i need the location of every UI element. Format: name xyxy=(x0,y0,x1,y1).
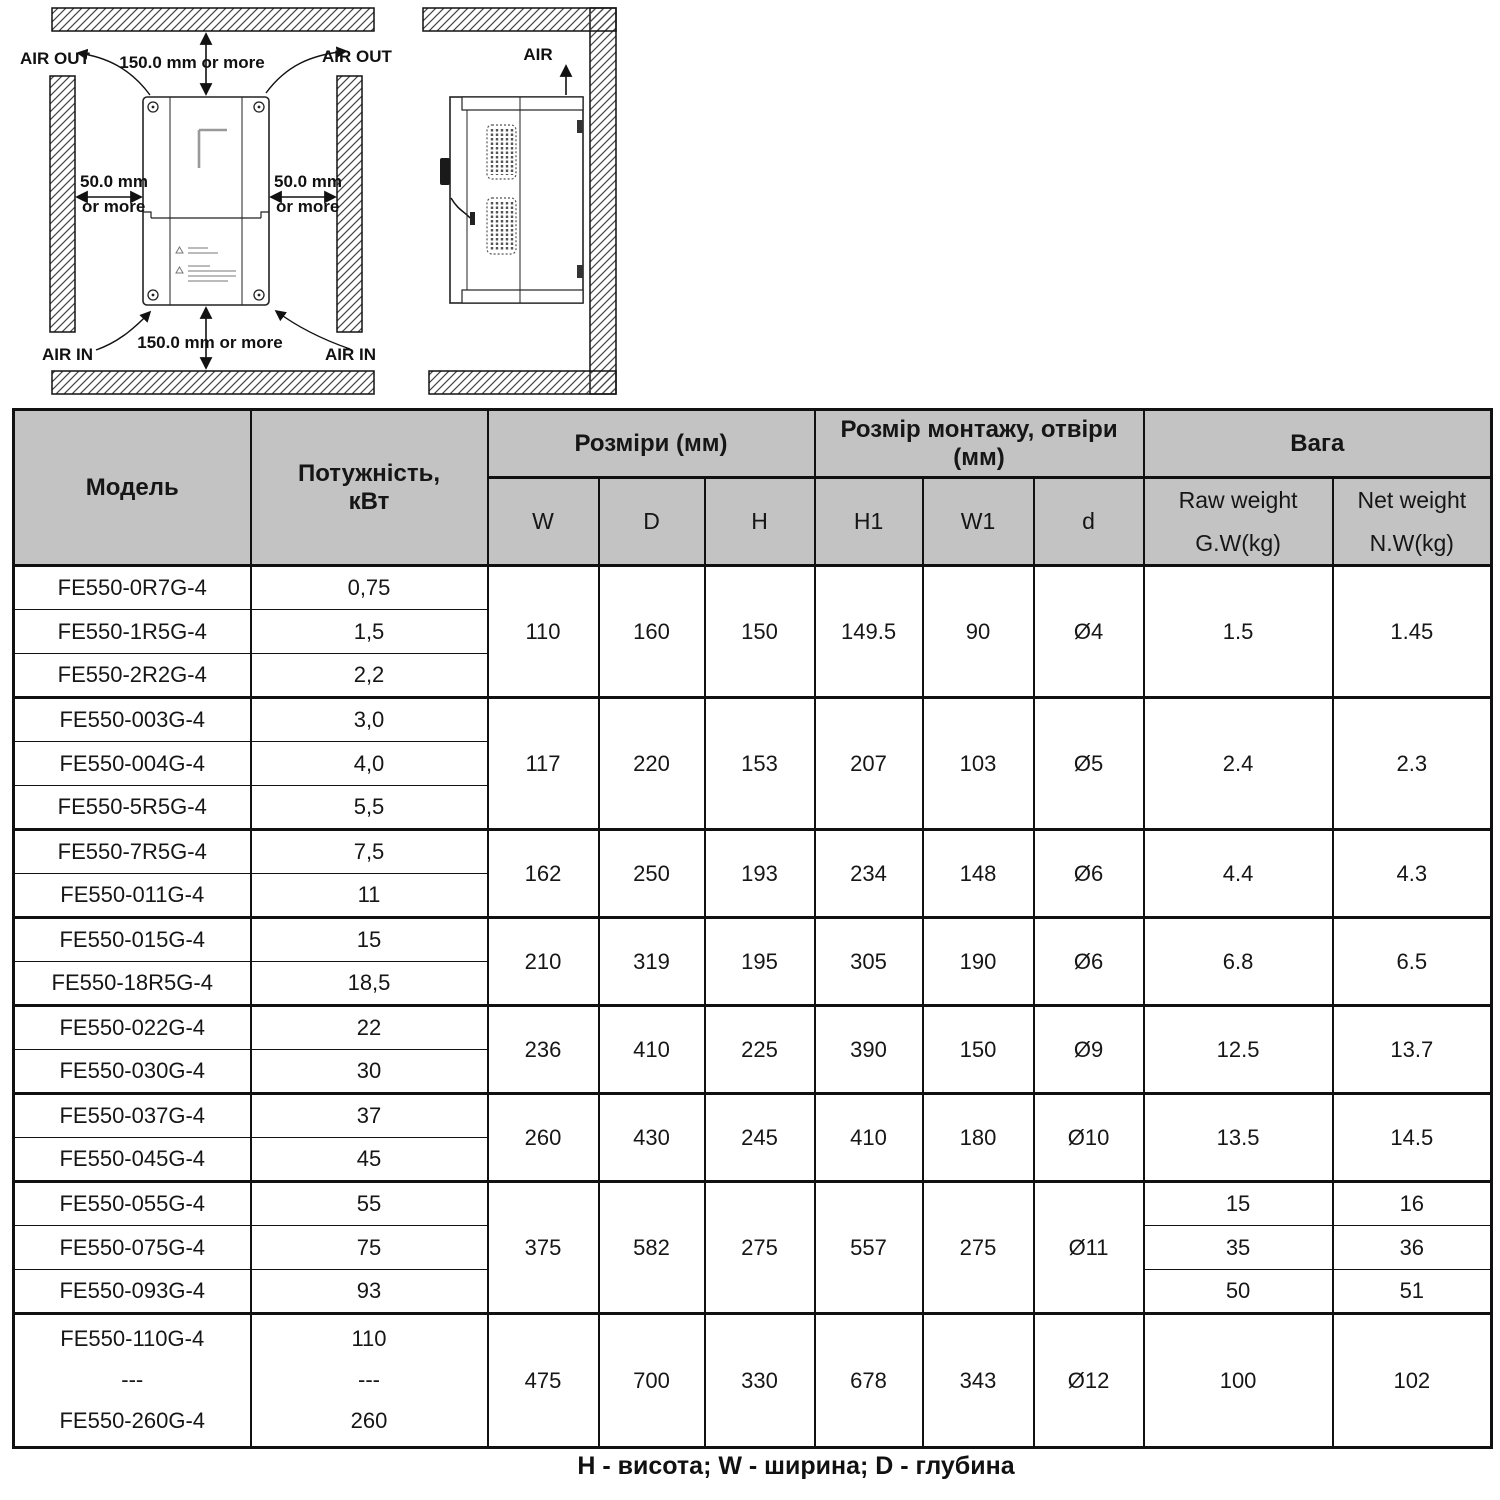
front-view-diagram xyxy=(10,0,440,402)
air-label: AIR xyxy=(523,45,553,64)
raw-weight-cell: 6.8 xyxy=(1144,918,1333,1006)
raw-weight-cell: 4.4 xyxy=(1144,830,1333,918)
power-cell: 11 xyxy=(251,874,488,918)
dim-h-cell: 195 xyxy=(705,918,815,1006)
hole-d-cell: Ø6 xyxy=(1034,830,1144,918)
dim-h-cell: 193 xyxy=(705,830,815,918)
dim-w-cell: 117 xyxy=(488,698,599,830)
hole-d-cell: Ø10 xyxy=(1034,1094,1144,1182)
dim-w-cell: 475 xyxy=(488,1314,599,1448)
dim-d-cell: 700 xyxy=(599,1314,705,1448)
mount-w1-cell: 103 xyxy=(923,698,1034,830)
model-range-dash: --- xyxy=(121,1366,144,1392)
power-cell: 93 xyxy=(251,1270,488,1314)
dim-d-cell: 319 xyxy=(599,918,705,1006)
mount-w1-cell: 90 xyxy=(923,566,1034,698)
spec-table xyxy=(12,408,1493,1449)
clip xyxy=(577,120,583,133)
dim-w-cell: 110 xyxy=(488,566,599,698)
model-range-top: FE550-110G-4 xyxy=(60,1325,205,1351)
top-clearance-label: 150.0 mm or more xyxy=(119,53,265,72)
power-cell: 37 xyxy=(251,1094,488,1138)
model-cell: FE550-037G-4 xyxy=(14,1094,251,1138)
dim-h-cell: 330 xyxy=(705,1314,815,1448)
power-range-dash: --- xyxy=(358,1366,380,1392)
dim-w-cell: 210 xyxy=(488,918,599,1006)
hole-d-cell: Ø11 xyxy=(1034,1182,1144,1314)
power-cell: 55 xyxy=(251,1182,488,1226)
power-cell: 4,0 xyxy=(251,742,488,786)
raw-weight-cell: 13.5 xyxy=(1144,1094,1333,1182)
raw-weight-cell: 1.5 xyxy=(1144,566,1333,698)
power-cell: 7,5 xyxy=(251,830,488,874)
power-cell: 0,75 xyxy=(251,566,488,610)
mount-w1-cell: 343 xyxy=(923,1314,1034,1448)
model-cell: FE550-7R5G-4 xyxy=(14,830,251,874)
model-cell: FE550-015G-4 xyxy=(14,918,251,962)
model-cell: FE550-1R5G-4 xyxy=(14,610,251,654)
wall-right xyxy=(337,76,362,332)
mount-h1-cell: 410 xyxy=(815,1094,923,1182)
header-weight-group: Вага xyxy=(1144,410,1492,478)
side-view-diagram xyxy=(420,0,640,402)
header-h1: H1 xyxy=(815,478,923,566)
power-cell: 75 xyxy=(251,1226,488,1270)
net-weight-cell: 13.7 xyxy=(1333,1006,1492,1094)
header-power xyxy=(251,410,488,566)
net-weight-cell: 4.3 xyxy=(1333,830,1492,918)
model-range-cell xyxy=(14,1314,251,1448)
inverter-side-drawing xyxy=(440,97,583,303)
net-weight-cell: 51 xyxy=(1333,1270,1492,1314)
power-range-cell xyxy=(251,1314,488,1448)
power-cell: 15 xyxy=(251,918,488,962)
net-weight-cell: 1.45 xyxy=(1333,566,1492,698)
mount-w1-cell: 150 xyxy=(923,1006,1034,1094)
raw-weight-cell: 12.5 xyxy=(1144,1006,1333,1094)
model-cell: FE550-0R7G-4 xyxy=(14,566,251,610)
knob xyxy=(440,158,450,185)
dim-d-cell: 160 xyxy=(599,566,705,698)
header-w1: W1 xyxy=(923,478,1034,566)
left-clearance-label-mm: 50.0 mm xyxy=(80,172,149,191)
wall-left xyxy=(50,76,75,332)
dim-d-cell: 250 xyxy=(599,830,705,918)
power-cell: 1,5 xyxy=(251,610,488,654)
hole-d-cell: Ø12 xyxy=(1034,1314,1144,1448)
model-range-bottom: FE550-260G-4 xyxy=(59,1407,206,1433)
header-raw-weight xyxy=(1144,478,1333,566)
header-model: Модель xyxy=(14,410,251,566)
model-cell: FE550-5R5G-4 xyxy=(14,786,251,830)
dim-d-cell: 220 xyxy=(599,698,705,830)
net-weight-cell: 16 xyxy=(1333,1182,1492,1226)
header-net-weight xyxy=(1333,478,1492,566)
left-clearance-label-more: or more xyxy=(82,197,146,216)
inverter-front-drawing xyxy=(143,97,269,305)
mounting-diagrams xyxy=(0,0,700,402)
mount-h1-cell: 390 xyxy=(815,1006,923,1094)
header-h: H xyxy=(705,478,815,566)
mount-w1-cell: 190 xyxy=(923,918,1034,1006)
wall-top xyxy=(423,8,616,31)
model-cell: FE550-003G-4 xyxy=(14,698,251,742)
dim-h-cell: 150 xyxy=(705,566,815,698)
mount-h1-cell: 149.5 xyxy=(815,566,923,698)
mount-w1-cell: 275 xyxy=(923,1182,1034,1314)
raw-weight-cell: 15 xyxy=(1144,1182,1333,1226)
dim-h-cell: 225 xyxy=(705,1006,815,1094)
air-out-left-label: AIR OUT xyxy=(20,49,90,68)
power-cell: 45 xyxy=(251,1138,488,1182)
model-cell: FE550-075G-4 xyxy=(14,1226,251,1270)
air-in-left-label: AIR IN xyxy=(42,345,93,364)
power-cell: 22 xyxy=(251,1006,488,1050)
power-cell: 30 xyxy=(251,1050,488,1094)
model-cell: FE550-011G-4 xyxy=(14,874,251,918)
dim-h-cell: 153 xyxy=(705,698,815,830)
header-net-line1: Net weight xyxy=(1357,487,1467,513)
net-weight-cell: 14.5 xyxy=(1333,1094,1492,1182)
header-dimensions-group: Розміри (мм) xyxy=(488,410,815,478)
mount-h1-cell: 234 xyxy=(815,830,923,918)
net-weight-cell: 36 xyxy=(1333,1226,1492,1270)
hole-d-cell: Ø4 xyxy=(1034,566,1144,698)
net-weight-cell: 2.3 xyxy=(1333,698,1492,830)
raw-weight-cell: 35 xyxy=(1144,1226,1333,1270)
net-weight-cell: 102 xyxy=(1333,1314,1492,1448)
model-cell: FE550-004G-4 xyxy=(14,742,251,786)
header-d: D xyxy=(599,478,705,566)
model-cell: FE550-022G-4 xyxy=(14,1006,251,1050)
header-w: W xyxy=(488,478,599,566)
wall-bottom xyxy=(429,371,616,394)
mount-h1-cell: 305 xyxy=(815,918,923,1006)
net-weight-cell: 6.5 xyxy=(1333,918,1492,1006)
clip xyxy=(577,265,583,278)
dim-w-cell: 375 xyxy=(488,1182,599,1314)
dim-d-cell: 582 xyxy=(599,1182,705,1314)
model-cell: FE550-2R2G-4 xyxy=(14,654,251,698)
bottom-clearance-label: 150.0 mm or more xyxy=(137,333,283,352)
mount-h1-cell: 207 xyxy=(815,698,923,830)
power-range-top: 110 xyxy=(351,1325,387,1351)
air-in-right-label: AIR IN xyxy=(325,345,376,364)
dim-w-cell: 260 xyxy=(488,1094,599,1182)
dim-w-cell: 162 xyxy=(488,830,599,918)
hole-d-cell: Ø5 xyxy=(1034,698,1144,830)
model-cell: FE550-093G-4 xyxy=(14,1270,251,1314)
model-cell: FE550-045G-4 xyxy=(14,1138,251,1182)
mount-h1-cell: 557 xyxy=(815,1182,923,1314)
right-clearance-label-mm: 50.0 mm xyxy=(274,172,343,191)
spec-table-section xyxy=(12,408,1493,1449)
header-hole: d xyxy=(1034,478,1144,566)
dim-d-cell: 410 xyxy=(599,1006,705,1094)
header-power-line1: Потужність, xyxy=(297,459,440,487)
header-raw-line2: G.W(kg) xyxy=(1195,529,1281,556)
dim-h-cell: 275 xyxy=(705,1182,815,1314)
power-cell: 2,2 xyxy=(251,654,488,698)
right-clearance-label-more: or more xyxy=(276,197,340,216)
raw-weight-cell: 100 xyxy=(1144,1314,1333,1448)
wall-top xyxy=(52,8,374,31)
mount-w1-cell: 148 xyxy=(923,830,1034,918)
raw-weight-cell: 50 xyxy=(1144,1270,1333,1314)
dim-h-cell: 245 xyxy=(705,1094,815,1182)
model-cell: FE550-055G-4 xyxy=(14,1182,251,1226)
mount-h1-cell: 678 xyxy=(815,1314,923,1448)
header-raw-line1: Raw weight xyxy=(1178,487,1298,513)
header-mounting-group: Розмір монтажу, отвіри (мм) xyxy=(815,410,1144,478)
air-out-right-label: AIR OUT xyxy=(322,47,392,66)
raw-weight-cell: 2.4 xyxy=(1144,698,1333,830)
model-cell: FE550-030G-4 xyxy=(14,1050,251,1094)
mount-w1-cell: 180 xyxy=(923,1094,1034,1182)
hole-d-cell: Ø6 xyxy=(1034,918,1144,1006)
header-power-line2: кВт xyxy=(348,487,390,515)
power-cell: 3,0 xyxy=(251,698,488,742)
legend-footnote: H - висота; W - ширина; D - глубина xyxy=(577,1452,1015,1480)
power-range-bottom: 260 xyxy=(350,1407,388,1433)
wall-right xyxy=(590,8,616,394)
hole-d-cell: Ø9 xyxy=(1034,1006,1144,1094)
power-cell: 5,5 xyxy=(251,786,488,830)
clip xyxy=(470,212,475,225)
dim-w-cell: 236 xyxy=(488,1006,599,1094)
power-cell: 18,5 xyxy=(251,962,488,1006)
dim-d-cell: 430 xyxy=(599,1094,705,1182)
model-cell: FE550-18R5G-4 xyxy=(14,962,251,1006)
wall-bottom xyxy=(52,371,374,394)
header-net-line2: N.W(kg) xyxy=(1369,529,1454,556)
